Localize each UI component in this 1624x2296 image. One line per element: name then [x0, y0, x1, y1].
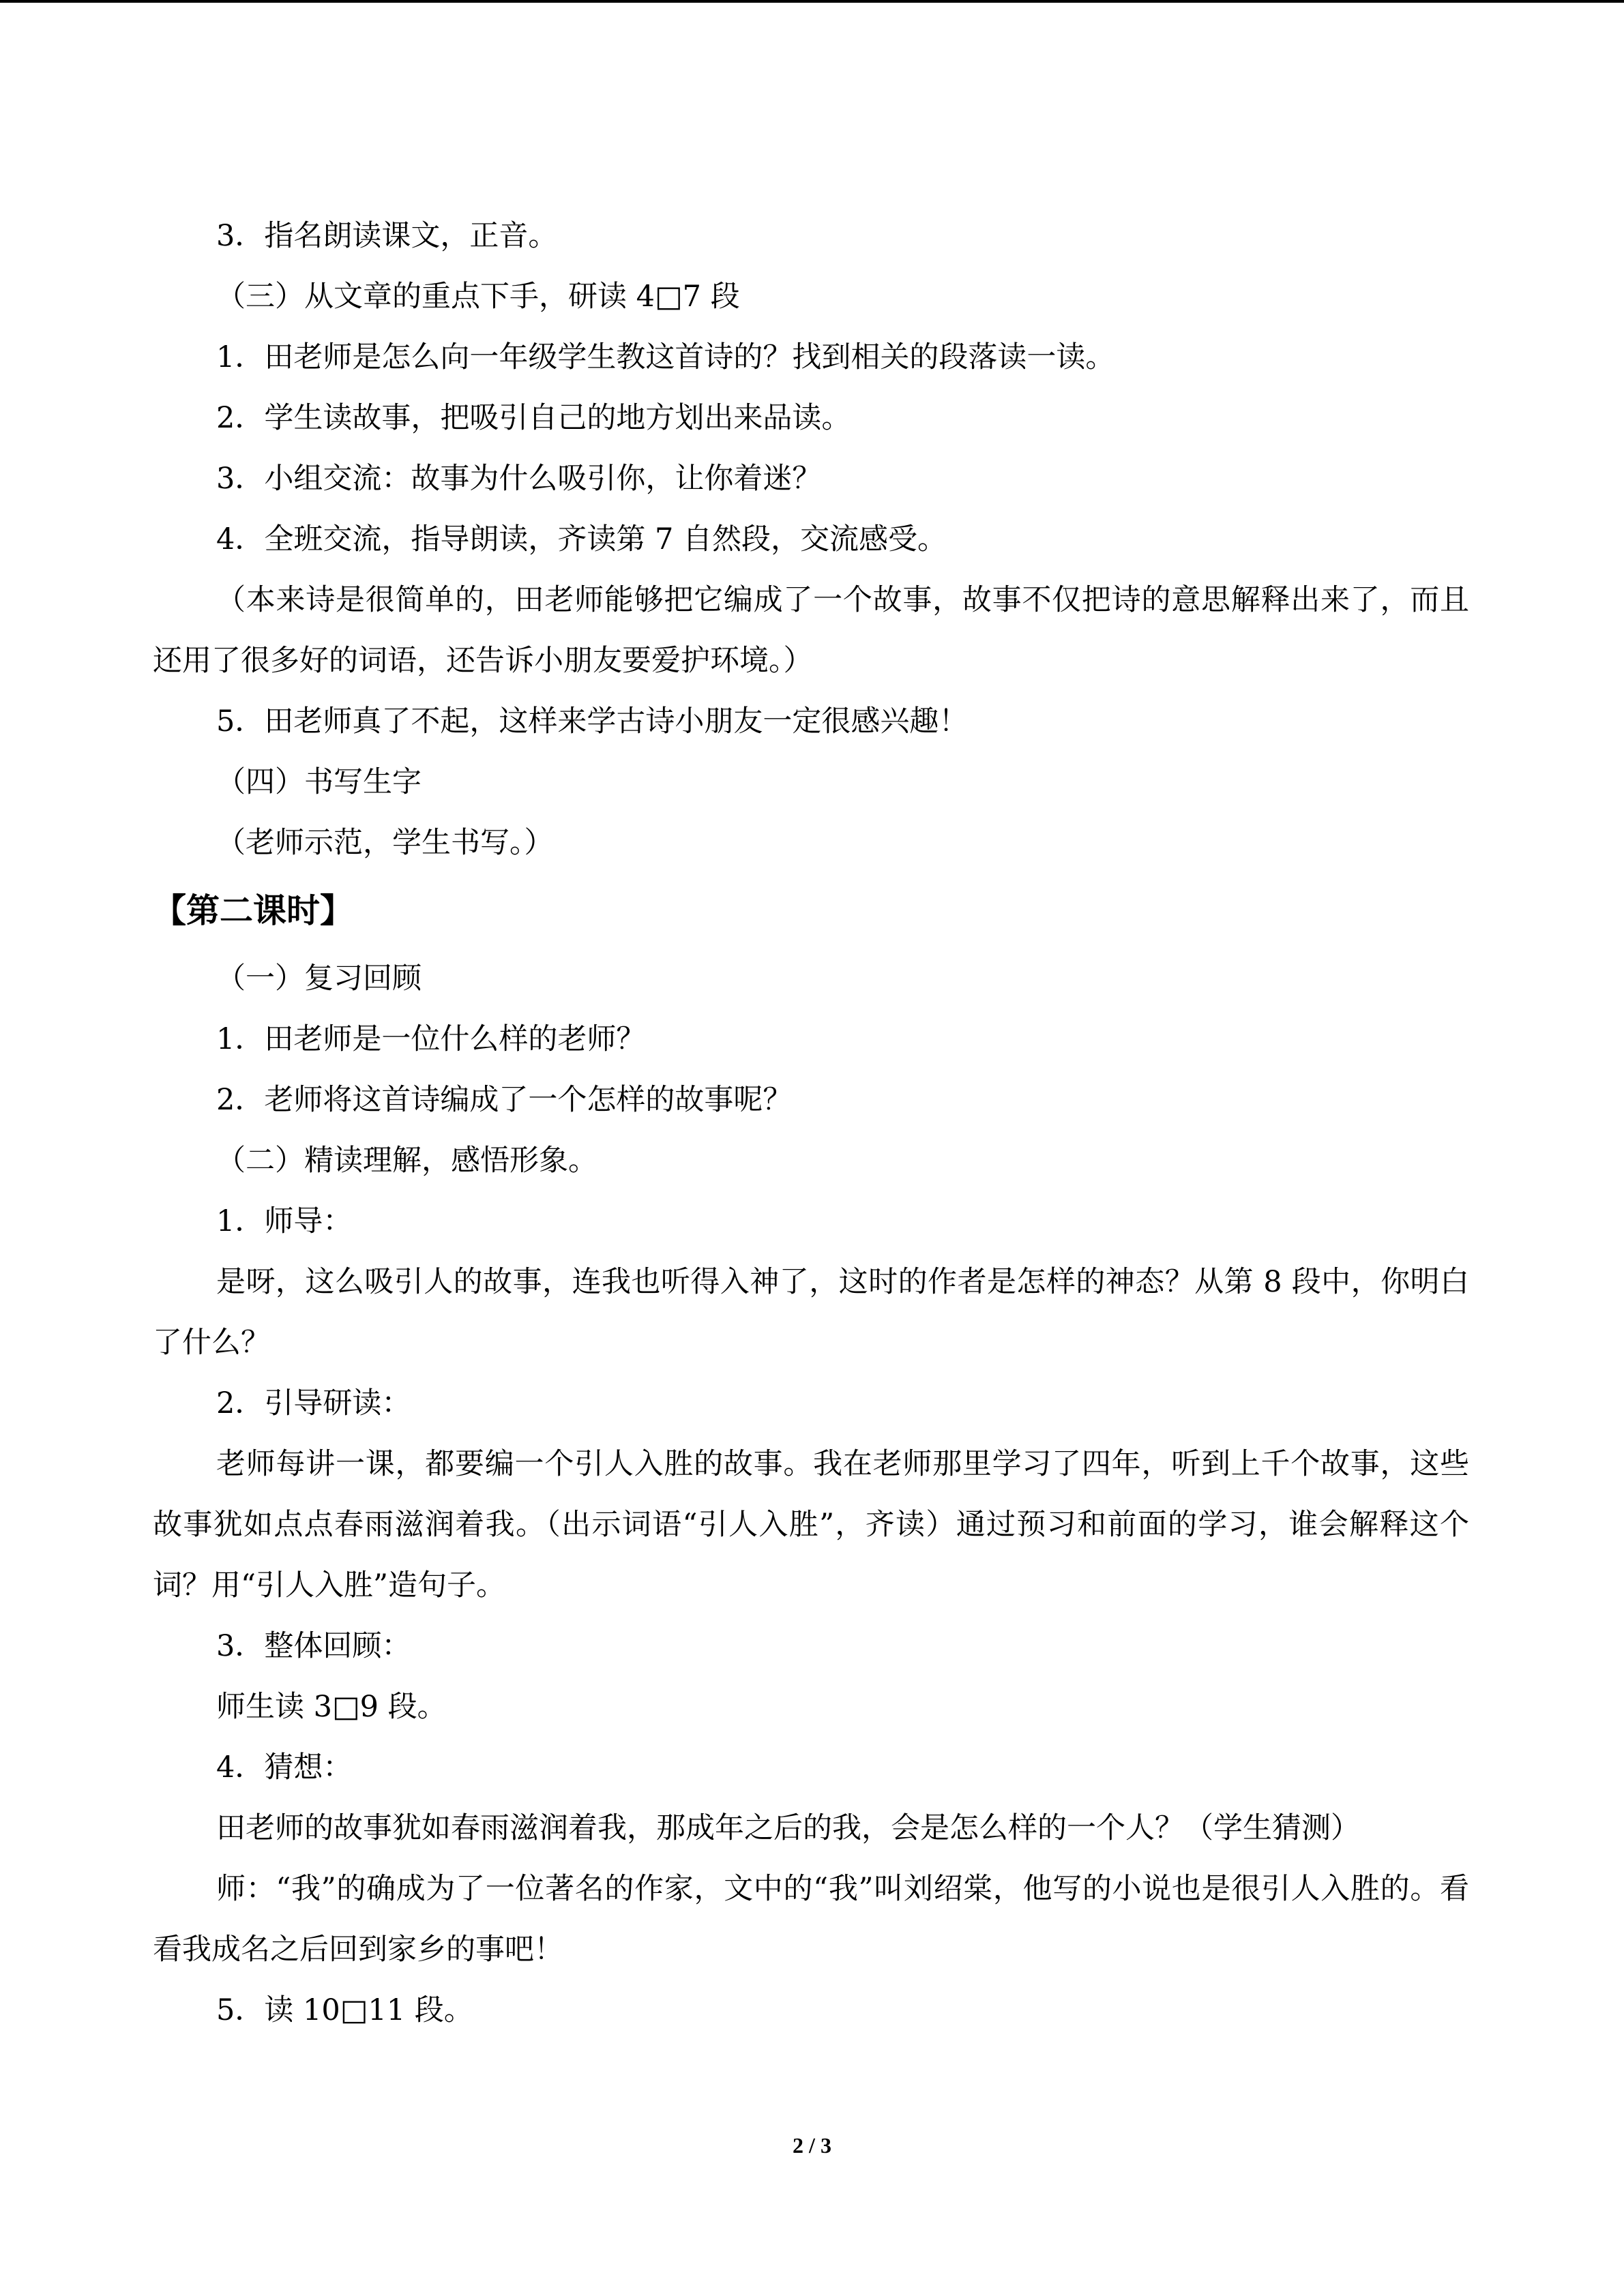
section-heading: （一）复习回顾 — [216, 961, 422, 996]
paragraph: 是呀，这么吸引人的故事，连我也听得入神了，这时的作者是怎样的神态？从第 8 段中，你明白了什么？ — [153, 1265, 1469, 1360]
top-border-line — [0, 0, 1624, 3]
paragraph: 3．小组交流：故事为什么吸引你，让你着迷？ — [216, 462, 822, 496]
paragraph: 5．读 10□11 段。 — [216, 1993, 473, 2027]
lesson-heading: 【第二课时】 — [153, 891, 354, 930]
paragraph: 1．师导： — [216, 1204, 353, 1238]
paragraph: 4．全班交流，指导朗读，齐读第 7 自然段，交流感受。 — [216, 522, 947, 556]
paragraph: （老师示范，学生书写。） — [216, 826, 554, 860]
paragraph: 4．猜想： — [216, 1750, 353, 1785]
paragraph: 1．田老师是怎么向一年级学生教这首诗的？找到相关的段落读一读。 — [216, 340, 1115, 374]
paragraph: 师生读 3□9 段。 — [216, 1690, 447, 1724]
section-heading: （二）精读理解，感悟形象。 — [216, 1144, 597, 1178]
paragraph: 3．指名朗读课文，正音。 — [216, 219, 558, 253]
page-number: 2 / 3 — [793, 2133, 831, 2158]
document-body — [153, 206, 1469, 2041]
section-heading: （三）从文章的重点下手，研读 4□7 段 — [216, 280, 740, 314]
paragraph: 师：“我”的确成为了一位著名的作家，文中的“我”叫刘绍棠，他写的小说也是很引人入胜的。看看我成名之后回到家乡的事吧！ — [153, 1872, 1469, 1967]
paragraph: （本来诗是很简单的，田老师能够把它编成了一个故事，故事不仅把诗的意思解释出来了，而且还用了很多好的词语，还告诉小朋友要爱护环境。） — [153, 583, 1469, 678]
paragraph: 3．整体回顾： — [216, 1629, 411, 1663]
paragraph: 1．田老师是一位什么样的老师？ — [216, 1022, 646, 1056]
section-heading: （四）书写生字 — [216, 765, 422, 799]
paragraph: 5．田老师真了不起，这样来学古诗小朋友一定很感兴趣！ — [216, 704, 969, 739]
paragraph: 2．引导研读： — [216, 1386, 411, 1420]
paragraph: 2．老师将这首诗编成了一个怎样的故事呢？ — [216, 1083, 793, 1117]
paragraph: 2．学生读故事，把吸引自己的地方划出来品读。 — [216, 401, 851, 435]
paragraph: 田老师的故事犹如春雨滋润着我，那成年之后的我，会是怎么样的一个人？（学生猜测） — [216, 1811, 1360, 1845]
paragraph: 老师每讲一课，都要编一个引人入胜的故事。我在老师那里学习了四年，听到上千个故事，这些故事犹如点点春雨滋润着我。（出示词语“引人入胜”，齐读）通过预习和前面的学习，谁会解释这个词？用“引人入胜”造句子。 — [153, 1447, 1469, 1602]
